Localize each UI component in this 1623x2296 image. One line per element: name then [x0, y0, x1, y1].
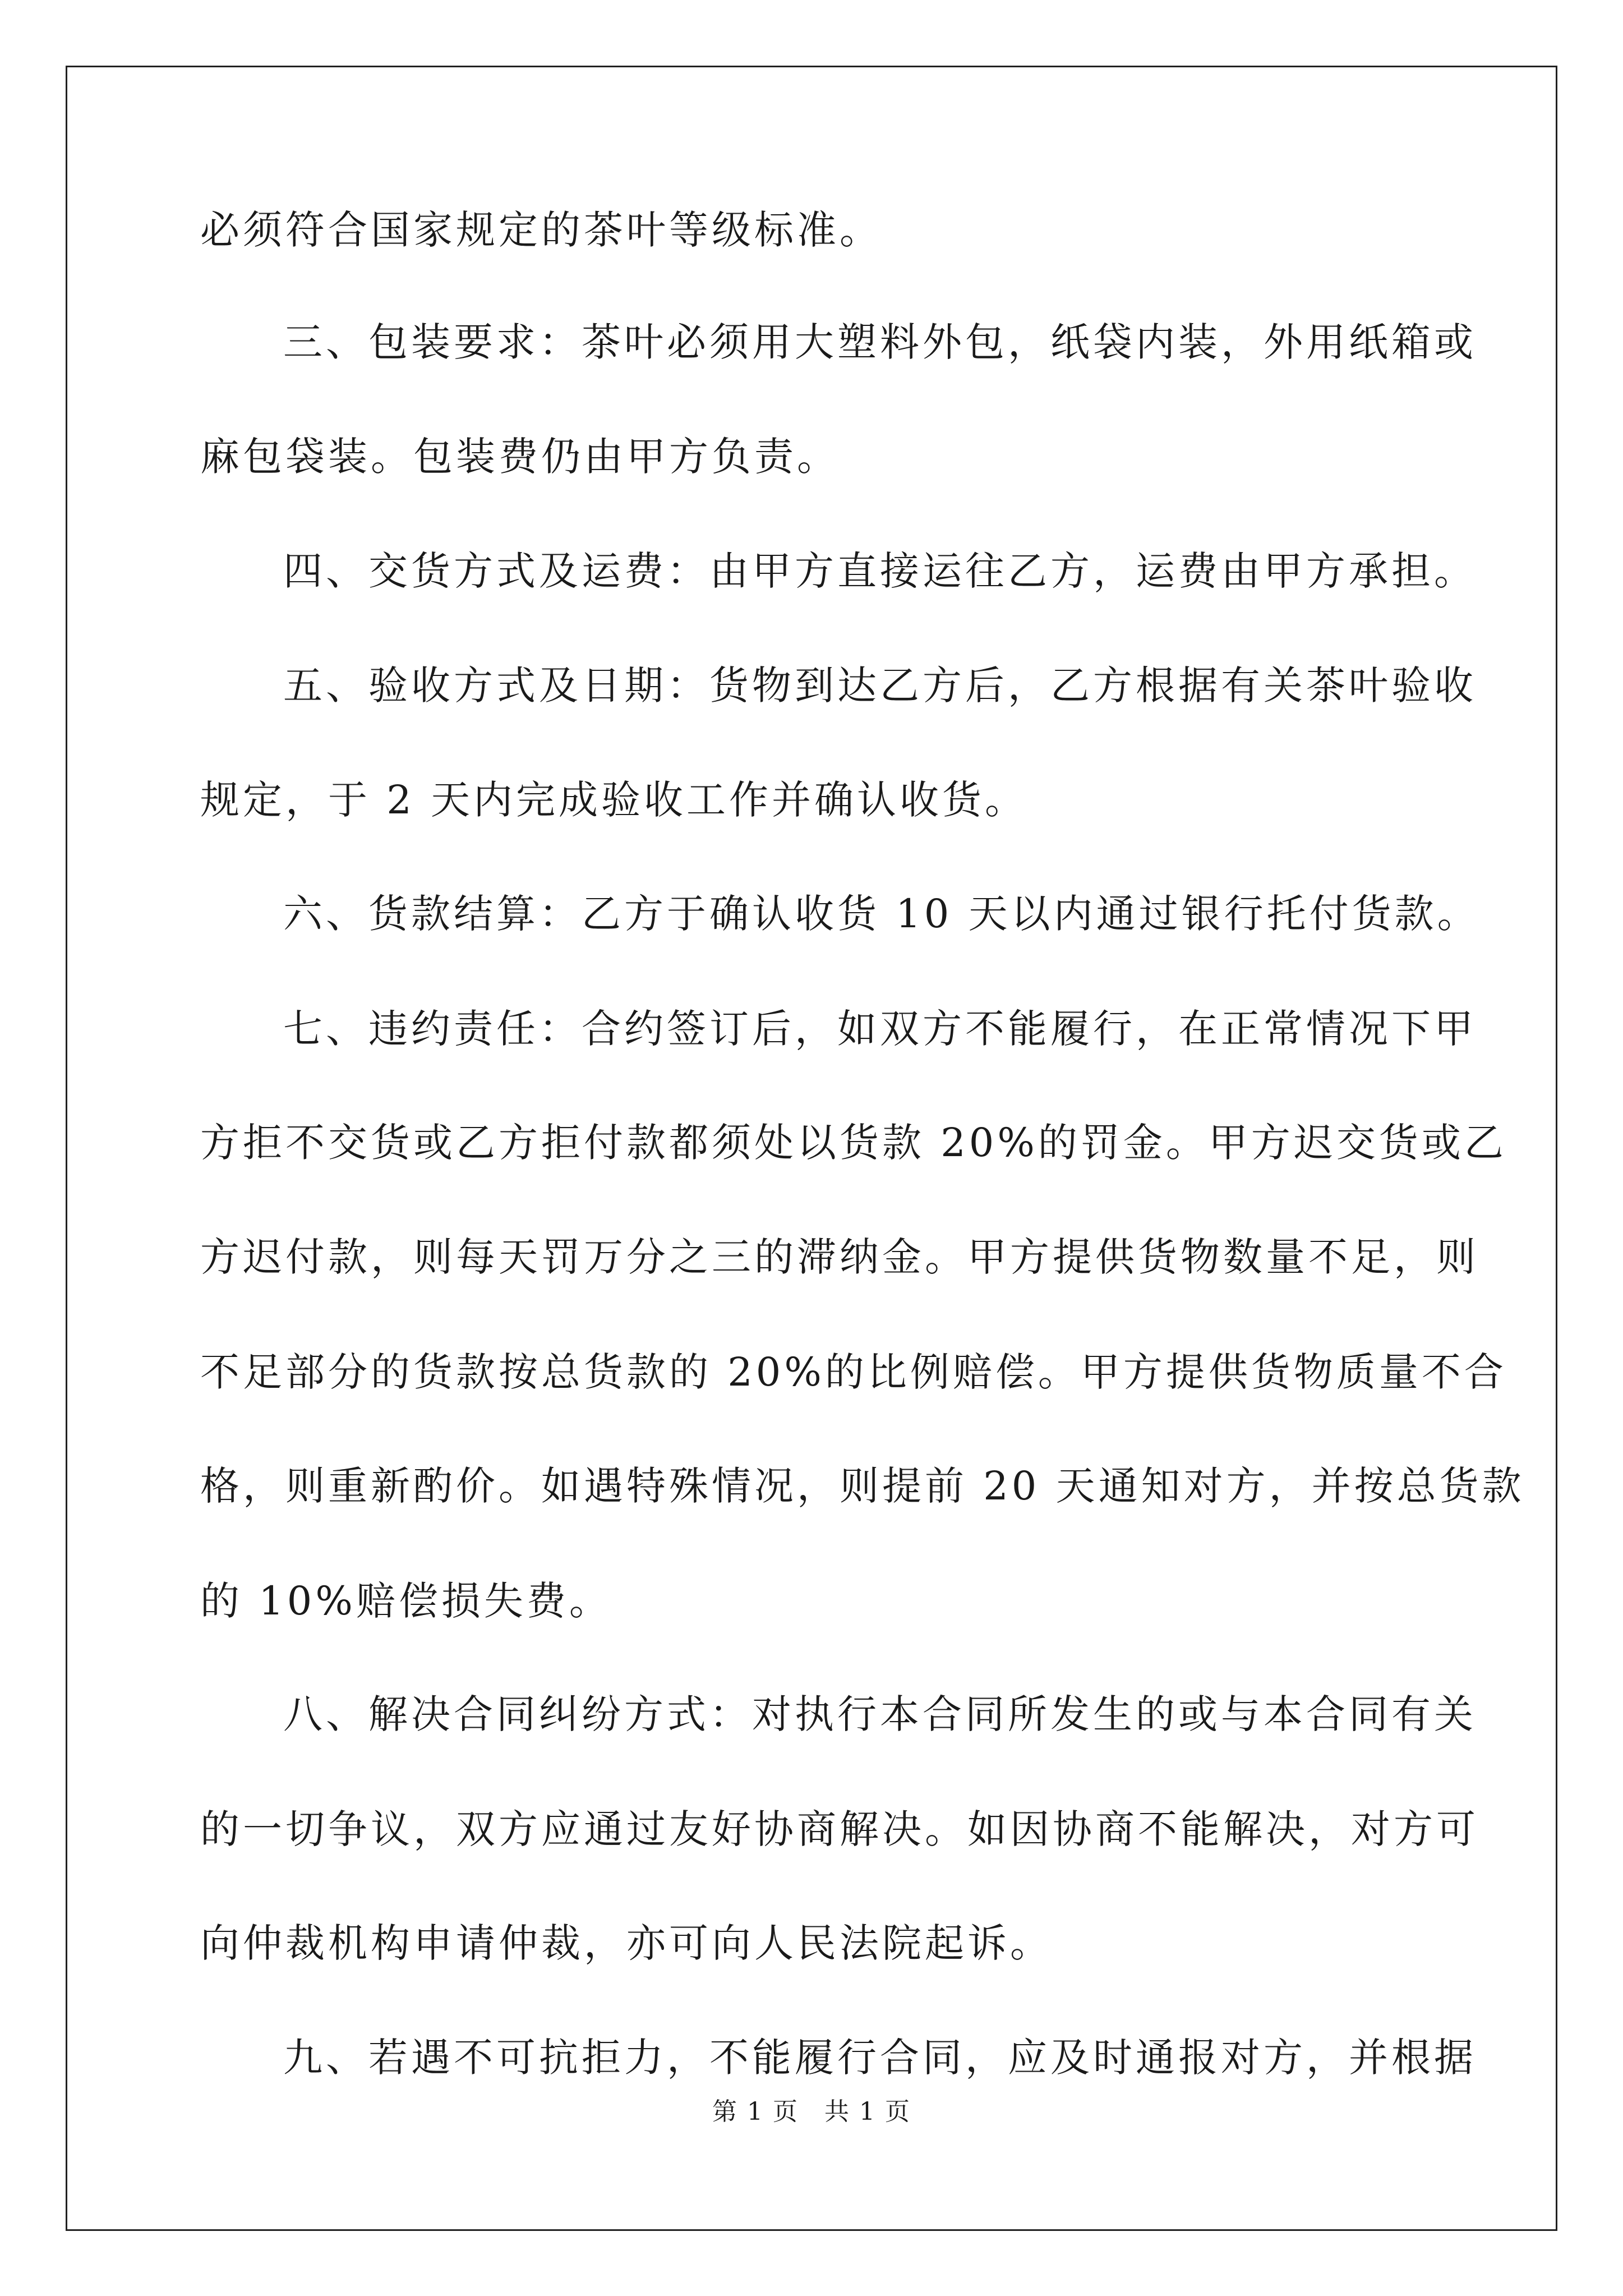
- text-line: 五、验收方式及日期：货物到达乙方后，乙方根据有关茶叶验收: [283, 662, 1477, 708]
- text-line: 向仲裁机构申请仲裁，亦可向人民法院起诉。: [200, 1920, 1053, 1966]
- text-line: 规定，于 2 天内完成验收工作并确认收货。: [200, 777, 1028, 823]
- text-line: 的 10%赔偿损失费。: [200, 1578, 612, 1624]
- text-line: 的一切争议，双方应通过友好协商解决。如因协商不能解决，对方可: [200, 1806, 1479, 1852]
- text-line: 六、货款结算：乙方于确认收货 10 天以内通过银行托付货款。: [283, 891, 1480, 937]
- text-line: 方拒不交货或乙方拒付款都须处以货款 20%的罚金。甲方迟交货或乙: [200, 1120, 1507, 1166]
- page-number: 第 1 页 共 1 页: [712, 2097, 911, 2126]
- text-line: 七、违约责任：合约签订后，如双方不能履行，在正常情况下甲: [283, 1006, 1477, 1052]
- text-line: 不足部分的货款按总货款的 20%的比例赔偿。甲方提供货物质量不合: [200, 1349, 1507, 1395]
- text-line: 必须符合国家规定的茶叶等级标准。: [200, 207, 882, 253]
- text-line: 三、包装要求：茶叶必须用大塑料外包，纸袋内装，外用纸箱或: [283, 319, 1477, 365]
- text-line: 方迟付款，则每天罚万分之三的滞纳金。甲方提供货物数量不足，则: [200, 1234, 1479, 1280]
- text-line: 格，则重新酌价。如遇特殊情况，则提前 20 天通知对方，并按总货款: [200, 1463, 1525, 1509]
- text-line: 九、若遇不可抗拒力，不能履行合同，应及时通报对方，并根据: [283, 2035, 1477, 2081]
- text-line: 八、解决合同纠纷方式：对执行本合同所发生的或与本合同有关: [283, 1691, 1477, 1737]
- text-line: 麻包袋装。包装费仍由甲方负责。: [200, 434, 840, 480]
- text-line: 四、交货方式及运费：由甲方直接运往乙方，运费由甲方承担。: [283, 548, 1477, 594]
